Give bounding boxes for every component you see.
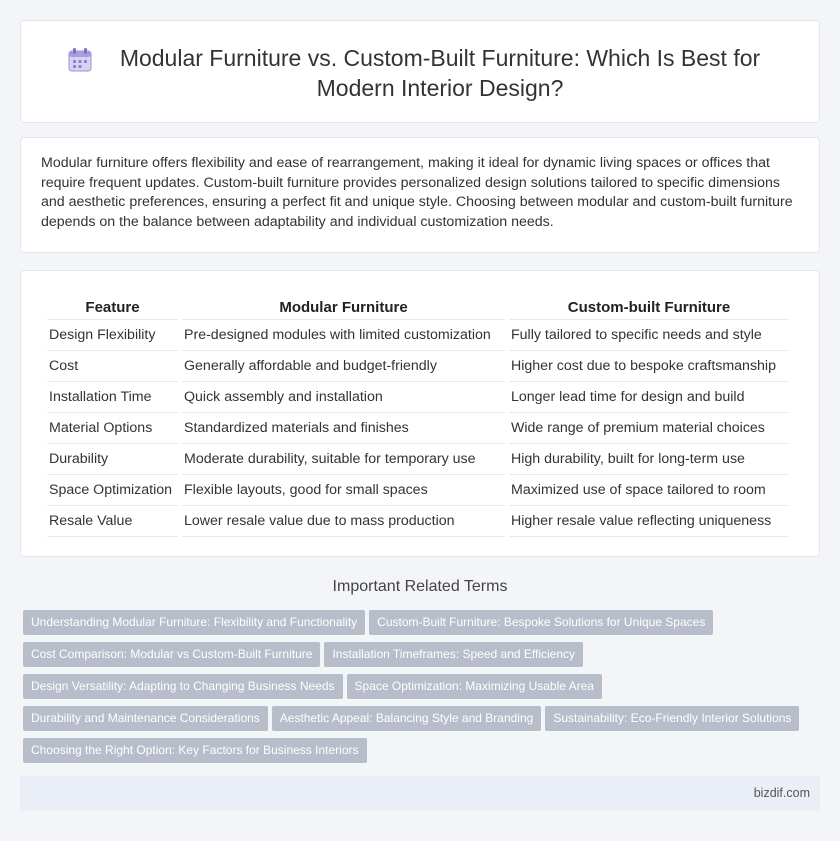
custom-cell: High durability, built for long-term use	[509, 444, 789, 475]
related-tag[interactable]: Choosing the Right Option: Key Factors for Business Interiors	[23, 738, 367, 763]
related-tag[interactable]: Installation Timeframes: Speed and Efficiency	[324, 642, 583, 667]
custom-cell: Higher resale value reflecting uniqueness	[509, 506, 789, 537]
related-tag[interactable]: Aesthetic Appeal: Balancing Style and Branding	[272, 706, 542, 731]
related-tag[interactable]: Space Optimization: Maximizing Usable Area	[347, 674, 602, 699]
custom-cell: Higher cost due to bespoke craftsmanship	[509, 351, 789, 382]
tag-row	[23, 642, 813, 674]
header-custom: Custom-built Furniture	[509, 295, 789, 320]
related-tag[interactable]: Cost Comparison: Modular vs Custom-Built Furniture	[23, 642, 320, 667]
feature-cell: Cost	[47, 351, 178, 382]
table-row	[47, 506, 789, 537]
comparison-card	[20, 270, 820, 557]
table-row	[47, 444, 789, 475]
tag-row	[23, 706, 813, 738]
custom-cell: Wide range of premium material choices	[509, 413, 789, 444]
custom-cell: Fully tailored to specific needs and style	[509, 320, 789, 351]
custom-cell: Longer lead time for design and build	[509, 382, 789, 413]
table-row	[47, 320, 789, 351]
modular-cell: Quick assembly and installation	[182, 382, 505, 413]
title-card	[20, 20, 820, 123]
footer	[20, 776, 820, 810]
header-modular: Modular Furniture	[182, 295, 505, 320]
related-tag[interactable]: Understanding Modular Furniture: Flexibility and Functionality	[23, 610, 365, 635]
footer-site-link[interactable]: bizdif.com	[753, 786, 810, 800]
intro-card	[20, 137, 820, 253]
feature-cell: Installation Time	[47, 382, 178, 413]
modular-cell: Pre-designed modules with limited customization	[182, 320, 505, 351]
modular-cell: Generally affordable and budget-friendly	[182, 351, 505, 382]
table-row	[47, 475, 789, 506]
tag-row	[23, 738, 813, 770]
tag-row	[23, 610, 813, 642]
related-terms-title: Important Related Terms	[332, 578, 508, 595]
related-tag[interactable]: Design Versatility: Adapting to Changing Business Needs	[23, 674, 343, 699]
modular-cell: Lower resale value due to mass production	[182, 506, 505, 537]
custom-cell: Maximized use of space tailored to room	[509, 475, 789, 506]
feature-cell: Space Optimization	[47, 475, 178, 506]
table-header-row	[47, 295, 789, 320]
modular-cell: Moderate durability, suitable for temporary use	[182, 444, 505, 475]
modular-cell: Flexible layouts, good for small spaces	[182, 475, 505, 506]
feature-cell: Material Options	[47, 413, 178, 444]
related-tag[interactable]: Sustainability: Eco-Friendly Interior Solutions	[545, 706, 799, 731]
feature-cell: Resale Value	[47, 506, 178, 537]
intro-paragraph: Modular furniture offers flexibility and ease of rearrangement, making it ideal for dynamic living spaces or offices that require frequent updates. Custom-built furniture provides personalized design solutions tailored to specific dimensions and aesthetic preferences, ensuring a perfect fit and unique style. Choosing between modular and custom-built furniture depends on the balance between adaptability and individual customization needs.	[41, 155, 793, 230]
table-row	[47, 382, 789, 413]
feature-cell: Durability	[47, 444, 178, 475]
related-tags	[23, 610, 813, 770]
tag-row	[23, 674, 813, 706]
related-tag[interactable]: Durability and Maintenance Considerations	[23, 706, 268, 731]
feature-cell: Design Flexibility	[47, 320, 178, 351]
modular-cell: Standardized materials and finishes	[182, 413, 505, 444]
page-title: Modular Furniture vs. Custom-Built Furniture: Which Is Best for Modern Interior Design?	[119, 45, 761, 101]
header-feature: Feature	[47, 295, 178, 320]
table-row	[47, 413, 789, 444]
comparison-table	[43, 295, 793, 537]
table-row	[47, 351, 789, 382]
related-tag[interactable]: Custom-Built Furniture: Bespoke Solutions for Unique Spaces	[369, 610, 713, 635]
